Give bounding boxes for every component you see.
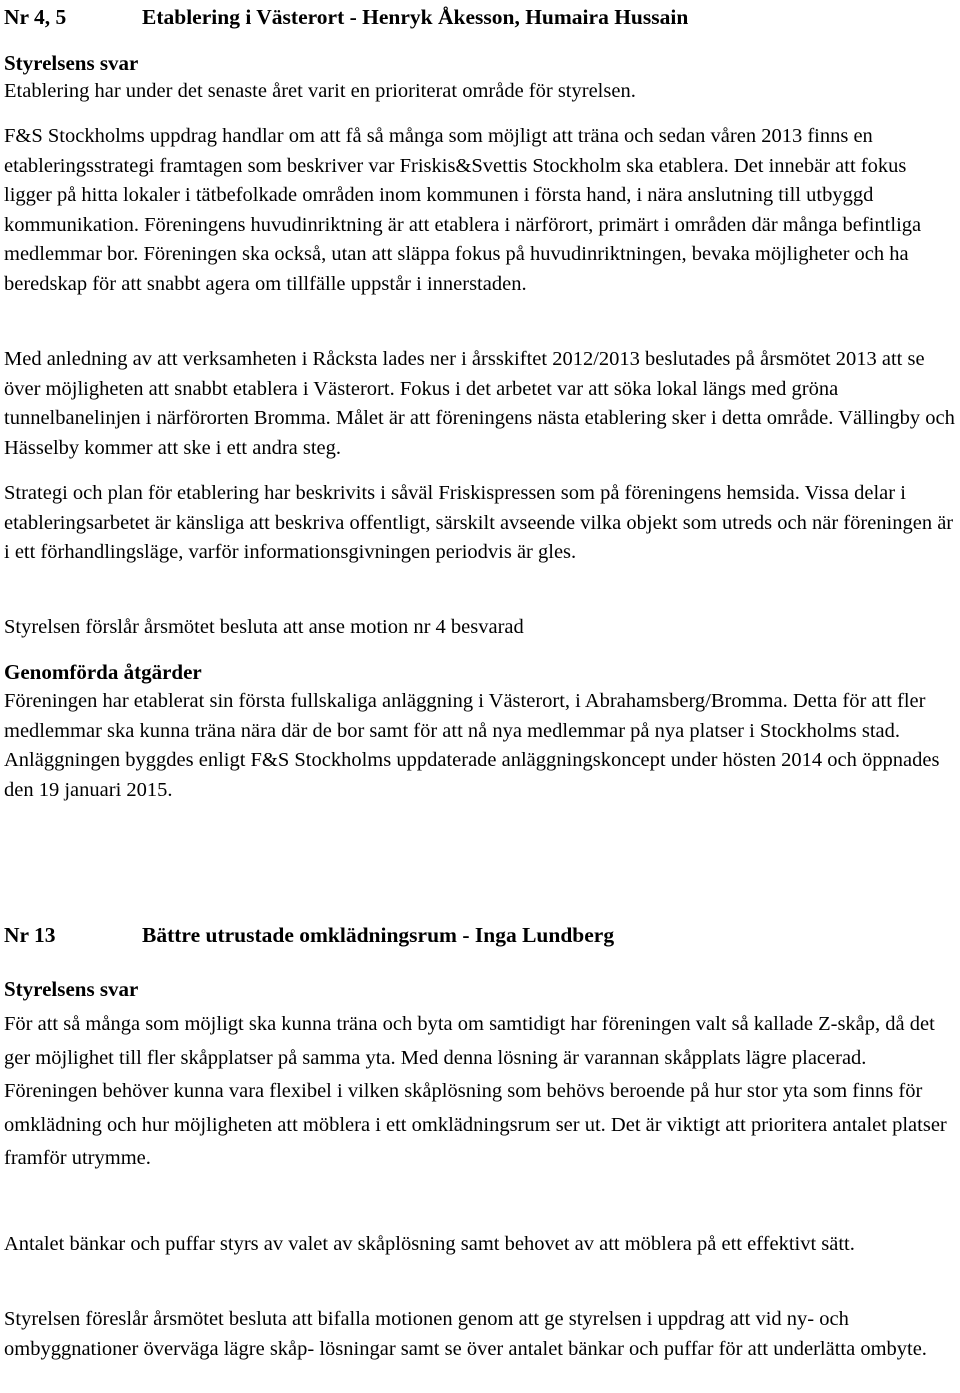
paragraph: Etablering har under det senaste året varit en prioriterat område för styrelsen. [4, 80, 636, 102]
motion-header [4, 5, 689, 30]
motion-header [4, 923, 615, 948]
board-answer-heading: Styrelsens svar [4, 51, 139, 75]
board-proposal: Styrelsen föreslår årsmötet besluta att bifalla motionen genom att ge styrelsen i uppdrag att vid ny- och ombyggnationer överväga lägre skåp- lösningar samt se över antalet bänkar och puffar för att underlätta ombyte. [4, 1308, 927, 1360]
motion-number: Nr 13 [4, 923, 56, 947]
board-proposal: Styrelsen förslår årsmötet besluta att anse motion nr 4 besvarad [4, 616, 524, 638]
paragraph: För att så många som möjligt ska kunna träna och byta om samtidigt har föreningen valt så kallade Z-skåp, då det ger möjlighet till fler skåpplatser på samma yta. Med denna lösning är varannan skåpplats lägre placerad. Föreningen behöver kunna vara flexibel i vilken skåplösning som behövs beroende på hur stor yta som finns för omklädning och hur möjligheten att möblera i ett omklädningsrum ser ut. Det är viktigt att prioritera antalet platser framför utrymme. [4, 1013, 947, 1169]
actions-heading: Genomförda åtgärder [4, 660, 202, 684]
motion-title: Bättre utrustade omklädningsrum - Inga Lundberg [142, 923, 615, 947]
board-answer-heading: Styrelsens svar [4, 977, 139, 1001]
paragraph: Strategi och plan för etablering har beskrivits i såväl Friskispressen som på föreningens hemsida. Vissa delar i etableringsarbetet är känsliga att beskriva offentligt, särskilt avseende vilka objekt som utreds och när föreningen är i ett förhandlingsläge, varför informationsgivningen periodvis är gles. [4, 482, 954, 563]
paragraph: Antalet bänkar och puffar styrs av valet av skåplösning samt behovet av att möblera på ett effektivt sätt. [4, 1233, 855, 1255]
paragraph: F&S Stockholms uppdrag handlar om att få så många som möjligt att träna och sedan våren 2013 finns en etableringsstrategi framtagen som beskriver var Friskis&Svettis Stockholm ska etablera. Det innebär att fokus ligger på hitta lokaler i tätbefolkade områden inom kommunen i första hand, i nära anslutning till utbyggd kommunikation. Föreningens huvudinriktning är att etablera i närförort, primärt i områden där många befintliga medlemmar bor. Föreningen ska också, utan att släppa fokus på huvudinriktningen, bevaka möjligheter och ha beredskap för att snabbt agera om tillfälle uppstår i innerstaden. [4, 125, 922, 295]
paragraph: Föreningen har etablerat sin första fullskaliga anläggning i Västerort, i Abrahamsberg/Bromma. Detta för att fler medlemmar ska kunna träna nära där de bor samt för att nå nya medlemmar på nya platser i Stockholms stad. Anläggningen byggdes enligt F&S Stockholms uppdaterade anläggningskoncept under hösten 2014 och öppnades den 19 januari 2015. [4, 690, 940, 801]
motion-number: Nr 4, 5 [4, 5, 67, 29]
paragraph: Med anledning av att verksamheten i Råcksta lades ner i årsskiftet 2012/2013 beslutades på årsmötet 2013 att se över möjligheten att snabbt etablera i Västerort. Fokus i det arbetet var att söka lokal längs med gröna tunnelbanelinjen i närförorten Bromma. Målet är att föreningens nästa etablering sker i detta område. Vällingby och Hässelby kommer att ske i ett andra steg. [4, 348, 955, 459]
motion-title: Etablering i Västerort - Henryk Åkesson, Humaira Hussain [142, 5, 689, 29]
